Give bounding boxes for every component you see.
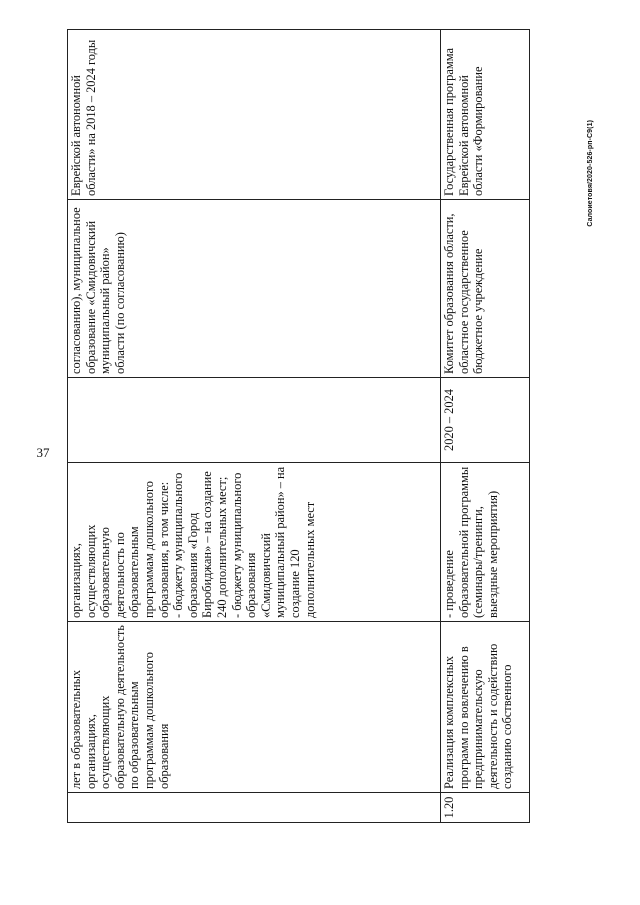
cell-number bbox=[68, 793, 441, 823]
cell-period: 2020 – 2024 bbox=[441, 378, 530, 463]
cell-executor: Комитет образования области, областное государственное бюджетное учреждение bbox=[441, 200, 530, 378]
table-row-continued bbox=[68, 30, 441, 823]
cell-program: Государственная программа Еврейской автономной области «Формирование bbox=[441, 30, 530, 200]
page-number: 37 bbox=[36, 445, 50, 460]
cell-activities: - проведение образовательной программы (семинары/тренинги, выездные мероприятия) bbox=[441, 463, 530, 622]
cell-activities: организациях, осуществляющих образовательную деятельность по образовательным программам дошкольного образования, в том числе: - бюджету муниципального образования «Город Биробиджан» – на создание 240 дополнительных мест; - бюджету муниципального образования «Смидовичский муниципальный район» – на создание 120 дополнительных мест bbox=[68, 463, 441, 622]
cell-measure-name: лет в образовательных организациях, осуществляющих образовательную деятельность по образовательным программам дошкольного образования bbox=[68, 622, 441, 793]
cell-period bbox=[68, 378, 441, 463]
cell-executor: согласованию), муниципальное образование «Смидовичский муниципальный район» области (по согласованию) bbox=[68, 200, 441, 378]
table-row-1-20 bbox=[441, 30, 530, 823]
cell-program: Еврейской автономной области» на 2018 – 2024 годы bbox=[68, 30, 441, 200]
rotated-table-wrapper bbox=[67, 30, 529, 823]
cell-measure-name: Реализация комплексных программ по вовлечению в предпринимательскую деятельность и содействию созданию собственного bbox=[441, 622, 530, 793]
measures-table bbox=[67, 29, 530, 823]
cell-number: 1.20 bbox=[441, 793, 530, 823]
side-stamp: Салоиетовя/2020-526-рп-С9(1) bbox=[587, 120, 594, 227]
